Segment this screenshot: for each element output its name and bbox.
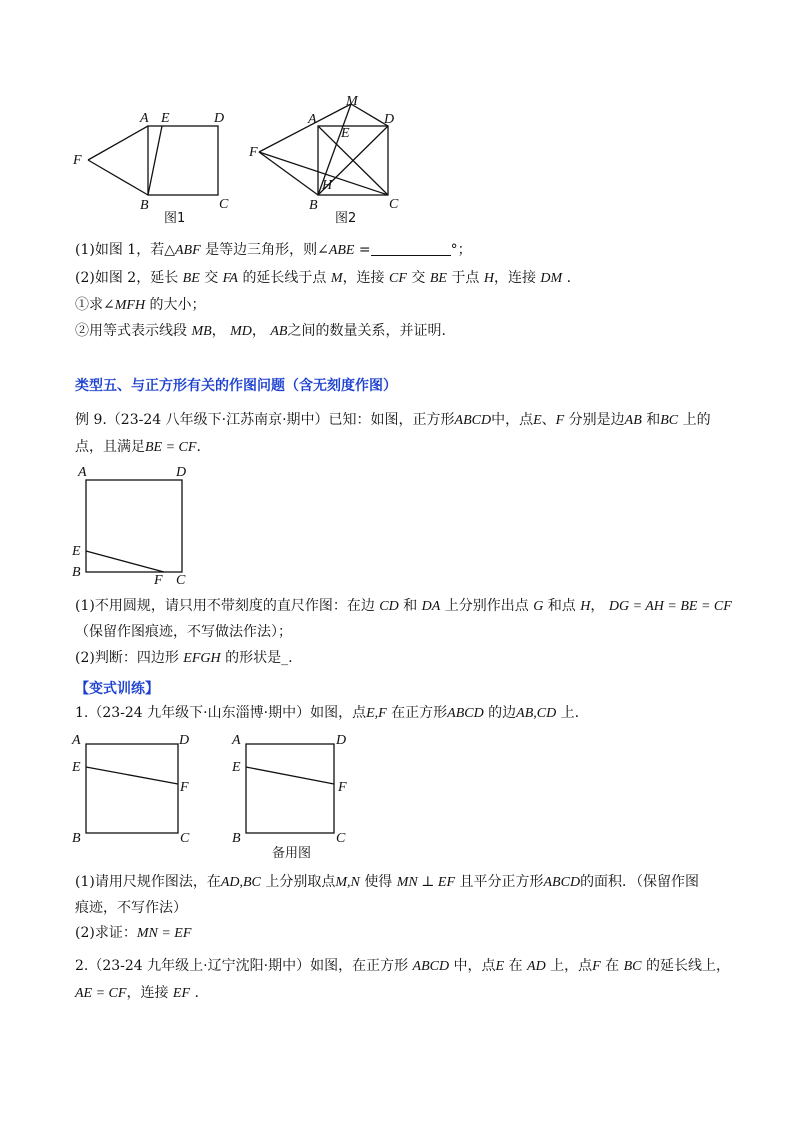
label-C: C <box>176 573 186 588</box>
question-1: ①求∠MFH 的大小； <box>75 297 206 313</box>
variant1-figure <box>62 728 197 848</box>
label-D: D <box>336 733 347 748</box>
label-D: D <box>384 112 395 127</box>
label-E: E <box>341 126 350 141</box>
label-B: B <box>72 831 81 846</box>
variant1-step1: (1)请用尺规作图法，在AD,BC 上分别取点M,N 使得 MN ⊥ EF 且平分正方形ABCD的面积．（保留作图 <box>75 874 700 890</box>
variant-title: 【变式训练】 <box>75 681 159 697</box>
label-A: A <box>308 112 317 127</box>
question-2: ②用等式表示线段 MB， MD， AB之间的数量关系，并证明. <box>75 323 446 339</box>
label-B: B <box>140 198 149 213</box>
variant1-line1: 1.（23-24 九年级下·山东淄博·期中）如图，点E,F 在正方形ABCD 的边AB,CD 上. <box>75 705 580 721</box>
example9-line1: 例 9.（23-24 八年级下·江苏南京·期中）已知：如图，正方形ABCD中，点E、F 分别是边AB 和BC 上的 <box>75 412 711 428</box>
variant1-step2: (2)求证：MN = EF <box>75 925 192 941</box>
variant2-line1: 2.（23-24 九年级上·辽宁沈阳·期中）如图，在正方形 ABCD 中，点E 在 AD 上，点F 在 BC 的延长线上， <box>75 958 730 974</box>
variant1-step1-note: 痕迹，不写作法） <box>75 900 187 916</box>
figure-2 <box>245 92 425 227</box>
square-abcd <box>246 744 334 833</box>
label-A: A <box>140 111 149 126</box>
section-title: 类型五、与正方形有关的作图问题（含无刻度作图） <box>75 378 397 394</box>
backup-caption: 备用图 <box>272 846 312 861</box>
label-A: A <box>232 733 241 748</box>
label-E: E <box>161 111 170 126</box>
problem-part-1: (1)如图 1，若△ABF 是等边三角形，则∠ABE = °； <box>75 242 472 258</box>
example9-step1-note: （保留作图痕迹，不写做法作法）； <box>75 624 292 640</box>
label-C: C <box>180 831 190 846</box>
square-abcd <box>86 744 178 833</box>
label-C: C <box>219 197 229 212</box>
fig2-caption: 图2 <box>335 211 357 226</box>
label-C: C <box>336 831 346 846</box>
label-E: E <box>72 544 81 559</box>
label-F: F <box>180 780 189 795</box>
fig1-caption: 图1 <box>164 211 186 226</box>
label-D: D <box>176 465 187 480</box>
label-A: A <box>72 733 81 748</box>
label-H: H <box>322 178 333 193</box>
variant2-line2: AE = CF，连接 EF . <box>75 985 199 1001</box>
example9-step2: (2)判断：四边形 EFGH 的形状是_. <box>75 650 293 666</box>
label-D: D <box>214 111 225 126</box>
problem-part-2: (2)如图 2，延长 BE 交 FA 的延长线于点 M，连接 CF 交 BE 于点 H，连接 DM . <box>75 270 572 286</box>
answer-blank[interactable] <box>371 241 451 256</box>
label-E: E <box>232 760 241 775</box>
variant1-backup-figure <box>222 728 357 863</box>
example9-figure <box>62 462 202 590</box>
label-F: F <box>249 145 258 160</box>
figure-1 <box>60 92 260 227</box>
example9-step1: (1)不用圆规，请只用不带刻度的直尺作图：在边 CD 和 DA 上分别作出点 G 和点 H， DG = AH = BE = CF <box>75 598 732 614</box>
label-M: M <box>346 94 358 109</box>
label-E: E <box>72 760 81 775</box>
label-A: A <box>78 465 87 480</box>
label-F: F <box>154 573 163 588</box>
square-abcd <box>148 126 218 195</box>
example9-line2: 点，且满足BE = CF. <box>75 439 201 455</box>
label-F: F <box>338 780 347 795</box>
label-B: B <box>232 831 241 846</box>
label-B: B <box>72 565 81 580</box>
label-C: C <box>389 197 399 212</box>
label-B: B <box>309 198 318 213</box>
label-D: D <box>179 733 190 748</box>
square-abcd <box>86 480 182 572</box>
label-F: F <box>73 153 82 168</box>
